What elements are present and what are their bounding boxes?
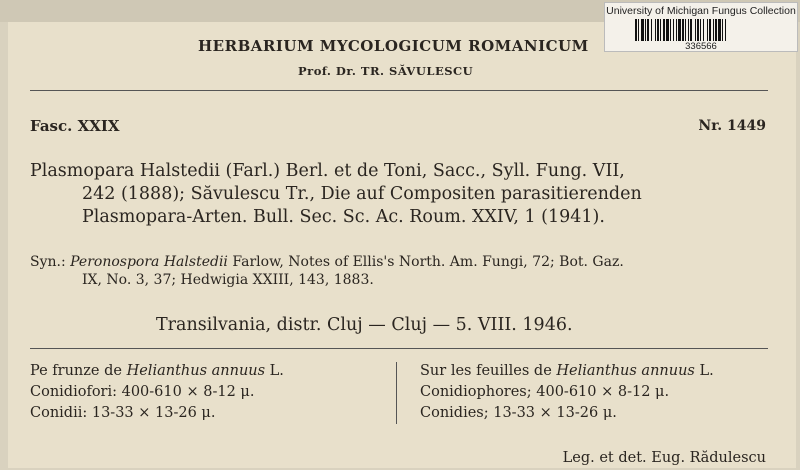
herbarium-title: HERBARIUM MYCOLOGICUM ROMANICUM xyxy=(198,37,589,55)
specimen-number: Nr. 1449 xyxy=(698,118,766,134)
right-conidiophores: Conidiophores; 400-610 × 8-12 μ. xyxy=(420,384,670,400)
synonym-name: Peronospora Halstedii xyxy=(70,254,228,270)
collector: Leg. et det. Eug. Rădulescu xyxy=(562,450,766,466)
column-divider xyxy=(396,362,397,424)
right-host-prefix: Sur les feuilles de xyxy=(420,363,552,379)
right-host-line xyxy=(420,361,714,382)
species-line-3: Plasmopara-Arten. Bull. Sec. Sc. Ac. Roum. XXIV, 1 (1941). xyxy=(82,207,605,227)
synonym-line-2: IX, No. 3, 37; Hedwigia XXIII, 143, 1883. xyxy=(82,272,374,288)
synonym-block xyxy=(30,253,624,289)
right-host-name: Helianthus annuus xyxy=(556,363,695,379)
herbarium-subtitle: Prof. Dr. TR. SĂVULESCU xyxy=(298,64,474,78)
left-conidia: Conidii: 13-33 × 13-26 μ. xyxy=(30,405,216,421)
species-line-2: 242 (1888); Săvulescu Tr., Die auf Compositen parasitierenden xyxy=(82,184,642,204)
locality: Transilvania, distr. Cluj — Cluj — 5. VIII. 1946. xyxy=(156,315,573,335)
right-conidia: Conidies; 13-33 × 13-26 μ. xyxy=(420,405,617,421)
header-rule xyxy=(30,90,768,91)
fascicle-label: Fasc. XXIX xyxy=(30,117,120,135)
species-citation xyxy=(30,160,642,229)
species-line-1: Plasmopara Halstedii (Farl.) Berl. et de Toni, Sacc., Syll. Fung. VII, xyxy=(30,161,625,181)
barcode-sticker xyxy=(604,2,798,52)
left-host-name: Helianthus annuus xyxy=(126,363,266,379)
left-host-suffix: L. xyxy=(269,363,284,379)
barcode-bars xyxy=(635,19,769,41)
left-conidiophores: Conidiofori: 400-610 × 8-12 μ. xyxy=(30,384,255,400)
barcode-institution: University of Michigan Fungus Collection xyxy=(606,5,796,17)
right-host-suffix: L. xyxy=(699,363,714,379)
romanian-description xyxy=(30,361,284,424)
barcode-number: 336566 xyxy=(685,41,717,52)
synonym-line-1 xyxy=(30,253,624,271)
left-host-line xyxy=(30,361,284,382)
synonym-prefix: Syn.: xyxy=(30,254,66,270)
french-description xyxy=(420,361,714,424)
locality-rule xyxy=(30,348,768,349)
left-host-prefix: Pe frunze de xyxy=(30,363,122,379)
synonym-ref: Farlow, Notes of Ellis's North. Am. Fungi, 72; Bot. Gaz. xyxy=(232,254,624,270)
